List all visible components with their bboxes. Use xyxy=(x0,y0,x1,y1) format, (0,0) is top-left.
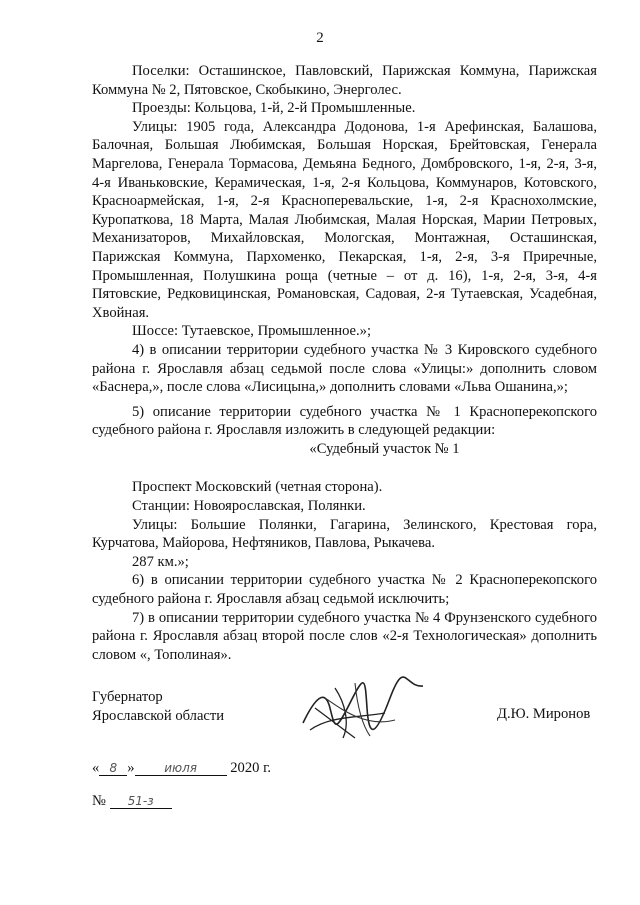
paragraph-settlements: Поселки: Осташинское, Павловский, Парижская Коммуна, Парижская Коммуна № 2, Пятовское, Скобыкино, Энерголес. xyxy=(92,63,597,98)
date-close-quote: » xyxy=(127,760,135,776)
number-value: 51-з xyxy=(127,794,154,808)
paragraph-item-6: 6) в описании территории судебного участка № 2 Красноперекопского судебного района г. Ярославля абзац седьмой исключить; xyxy=(92,572,597,608)
signatory-title-line2: Ярославской области xyxy=(92,707,225,724)
blank-line xyxy=(92,458,597,478)
paragraph-item-7: 7) в описании территории судебного участка № 4 Фрунзенского судебного района г. Ярославля абзац второй после слов «2-я Технологическая» дополнить словом «, Тополиная». xyxy=(92,609,597,663)
date-year: 2020 г. xyxy=(230,760,272,776)
paragraph-item-4: 4) в описании территории судебного участка № 3 Кировского судебного района г. Ярославля абзац седьмой после слова «Улицы:» дополнить словом «Баснера,», после слова «Лисицына,» дополнить словами «Льва Ошанина,»; xyxy=(92,341,597,396)
paragraph-streets-2: Улицы: Большие Полянки, Гагарина, Зелинского, Крестовая гора, Курчатова, Майорова, Нефтяников, Павлова, Рыкачева. xyxy=(92,516,597,552)
number-label: № xyxy=(92,793,106,809)
date-month: июля xyxy=(164,761,197,775)
date-day: 8 xyxy=(109,761,118,775)
signatory-title-line1: Губернатор xyxy=(92,689,163,705)
paragraph-streets: Улицы: 1905 года, Александра Додонова, 1-я Арефинская, Балашова, Балочная, Большая Любимская, Большая Норская, Брейтовская, Генерала Маргелова, Генерала Тормасова, Демьяна Бедного, Домбровского, 1-я, 2-я, 3-я, 4-я Иваньковские, Керамическая, 1-я, 2-я Кольцова, Коммунаров, Котовского, Красноармейская, 1-я, 2-я Красноперевальские, 1-я, 2-я Краснохолмские, Куропаткова, 18 Марта, Малая Любимская, Малая Норская, Марии Петровых, Механизаторов, Михайловская, Мологская, Монтажная, Осташинская, Парижская Коммуна, Пархоменко, Пекарская, 1-я, 2-я, 3-я Приречные, Промышленная, Полушкина роща (четные – от д. 16), 1-я, 2-я, 3-я, 4-я Пятовские, Редковицинская, Романовская, Садовая, 2-я Тутаевская, Усадебная, Хвойная. xyxy=(92,118,597,321)
paragraph-km: 287 км.»; xyxy=(132,553,189,570)
page-number: 2 xyxy=(316,30,324,46)
section-heading: «Судебный участок № 1 xyxy=(309,440,460,457)
handwritten-signature xyxy=(295,668,425,743)
signing-date xyxy=(92,760,271,777)
document-body xyxy=(92,62,597,664)
paragraph-passages: Проезды: Кольцова, 1-й, 2-й Промышленные. xyxy=(132,100,416,117)
signatory-name: Д.Ю. Миронов xyxy=(497,706,591,722)
signatory-title xyxy=(92,688,224,725)
paragraph-item-5: 5) описание территории судебного участка № 1 Красноперекопского судебного района г. Ярославля изложить в следующей редакции: xyxy=(92,403,597,439)
date-open-quote: « xyxy=(92,760,100,776)
paragraph-highways: Шоссе: Тутаевское, Промышленное.»; xyxy=(132,323,372,340)
paragraph-stations: Станции: Новоярославская, Полянки. xyxy=(132,498,366,515)
document-number xyxy=(92,793,172,810)
paragraph-avenue: Проспект Московский (четная сторона). xyxy=(132,479,383,496)
